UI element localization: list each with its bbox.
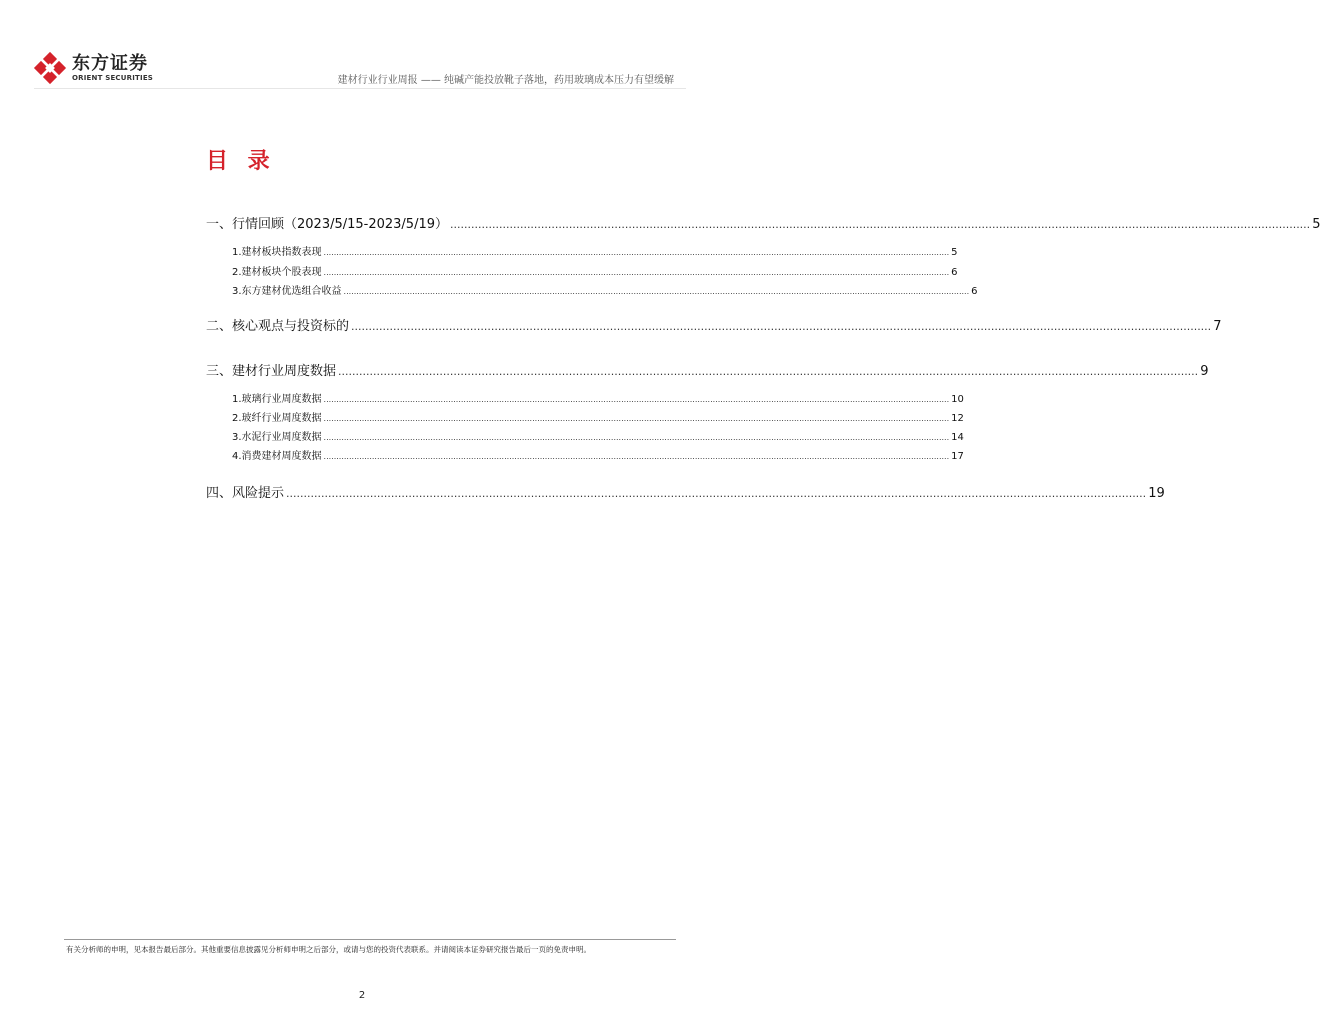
toc-entry-number: 3. bbox=[232, 286, 242, 297]
toc-entry-label: 二、核心观点与投资标的 bbox=[206, 319, 350, 334]
toc-entry-number: 3. bbox=[232, 432, 242, 443]
toc-page-number: 6 bbox=[971, 286, 978, 297]
logo-english-name: ORIENT SECURITIES bbox=[72, 73, 154, 82]
toc-entry-number: 2. bbox=[232, 267, 242, 278]
logo-mark-icon bbox=[34, 52, 66, 84]
toc-leader: ...................................................................................................................................................................................................................................................... bbox=[450, 218, 1311, 231]
toc-page-number: 10 bbox=[951, 394, 964, 405]
toc-leader: ...................................................................................................................................................................................................................................................... bbox=[338, 365, 1199, 378]
toc-leader: ...................................................................................................................................................................................................................................................... bbox=[286, 487, 1147, 500]
toc-entry-label: 一、行情回顾（2023/5/15-2023/5/19） bbox=[206, 217, 449, 232]
toc-leader: ...................................................................................................................................................................................................................................................... bbox=[323, 248, 950, 257]
toc-entry[interactable] bbox=[206, 263, 958, 278]
toc-page-number: 5 bbox=[951, 247, 958, 258]
toc-entry-number: 1. bbox=[232, 394, 242, 405]
toc-entry-label: 东方建材优选组合收益 bbox=[241, 286, 342, 297]
toc-entry-number: 1. bbox=[232, 247, 242, 258]
toc-entry[interactable] bbox=[206, 428, 964, 443]
logo-chinese-name: 东方证券 bbox=[72, 52, 148, 74]
toc-entry-label: 四、风险提示 bbox=[206, 486, 285, 501]
toc-leader: ...................................................................................................................................................................................................................................................... bbox=[351, 320, 1212, 333]
toc-entry[interactable] bbox=[206, 447, 964, 462]
toc-entry[interactable] bbox=[206, 213, 1320, 232]
toc-page-number: 19 bbox=[1148, 486, 1165, 501]
header-divider bbox=[34, 88, 686, 89]
toc-entry[interactable] bbox=[206, 243, 958, 258]
toc-leader: ...................................................................................................................................................................................................................................................... bbox=[323, 414, 950, 423]
toc-entry-number: 2. bbox=[232, 413, 242, 424]
footer-disclaimer: 有关分析师的申明，见本报告最后部分。其他重要信息披露见分析师申明之后部分，或请与您的投资代表联系。并请阅读本证券研究报告最后一页的免责申明。 bbox=[66, 945, 591, 954]
toc-page-number: 7 bbox=[1213, 319, 1222, 334]
toc-entry-label: 消费建材周度数据 bbox=[241, 451, 322, 462]
company-logo bbox=[34, 50, 153, 86]
toc-entry-number: 4. bbox=[232, 451, 242, 462]
toc-leader: ...................................................................................................................................................................................................................................................... bbox=[323, 433, 950, 442]
report-header-title: 建材行业行业周报 —— 纯碱产能投放靴子落地，药用玻璃成本压力有望缓解 bbox=[337, 75, 674, 86]
toc-entry-label: 水泥行业周度数据 bbox=[241, 432, 322, 443]
toc-page-number: 6 bbox=[951, 267, 958, 278]
toc-entry[interactable] bbox=[206, 409, 964, 424]
toc-entry-label: 建材板块指数表现 bbox=[241, 247, 322, 258]
toc-entry-label: 三、建材行业周度数据 bbox=[206, 364, 337, 379]
toc-entry-label: 建材板块个股表现 bbox=[241, 267, 322, 278]
toc-entry[interactable] bbox=[206, 482, 1165, 501]
footer-divider bbox=[64, 939, 676, 940]
toc-entry[interactable] bbox=[206, 390, 964, 405]
toc-entry[interactable] bbox=[206, 282, 978, 297]
toc-leader: ...................................................................................................................................................................................................................................................... bbox=[323, 452, 950, 461]
toc-entry[interactable] bbox=[206, 315, 1222, 334]
toc-page-number: 5 bbox=[1312, 217, 1320, 232]
toc-leader: ...................................................................................................................................................................................................................................................... bbox=[323, 268, 950, 277]
toc-page-number: 9 bbox=[1200, 364, 1209, 379]
toc-entry-label: 玻璃行业周度数据 bbox=[241, 394, 322, 405]
page-number: 2 bbox=[358, 990, 366, 1001]
toc-page-number: 12 bbox=[951, 413, 964, 424]
toc-title: 目 录 bbox=[206, 149, 276, 174]
toc-page-number: 17 bbox=[951, 451, 964, 462]
toc-entry-label: 玻纤行业周度数据 bbox=[241, 413, 322, 424]
toc-leader: ...................................................................................................................................................................................................................................................... bbox=[323, 395, 950, 404]
toc-page-number: 14 bbox=[951, 432, 964, 443]
toc-leader: ...................................................................................................................................................................................................................................................... bbox=[343, 287, 970, 296]
toc-entry[interactable] bbox=[206, 360, 1209, 379]
